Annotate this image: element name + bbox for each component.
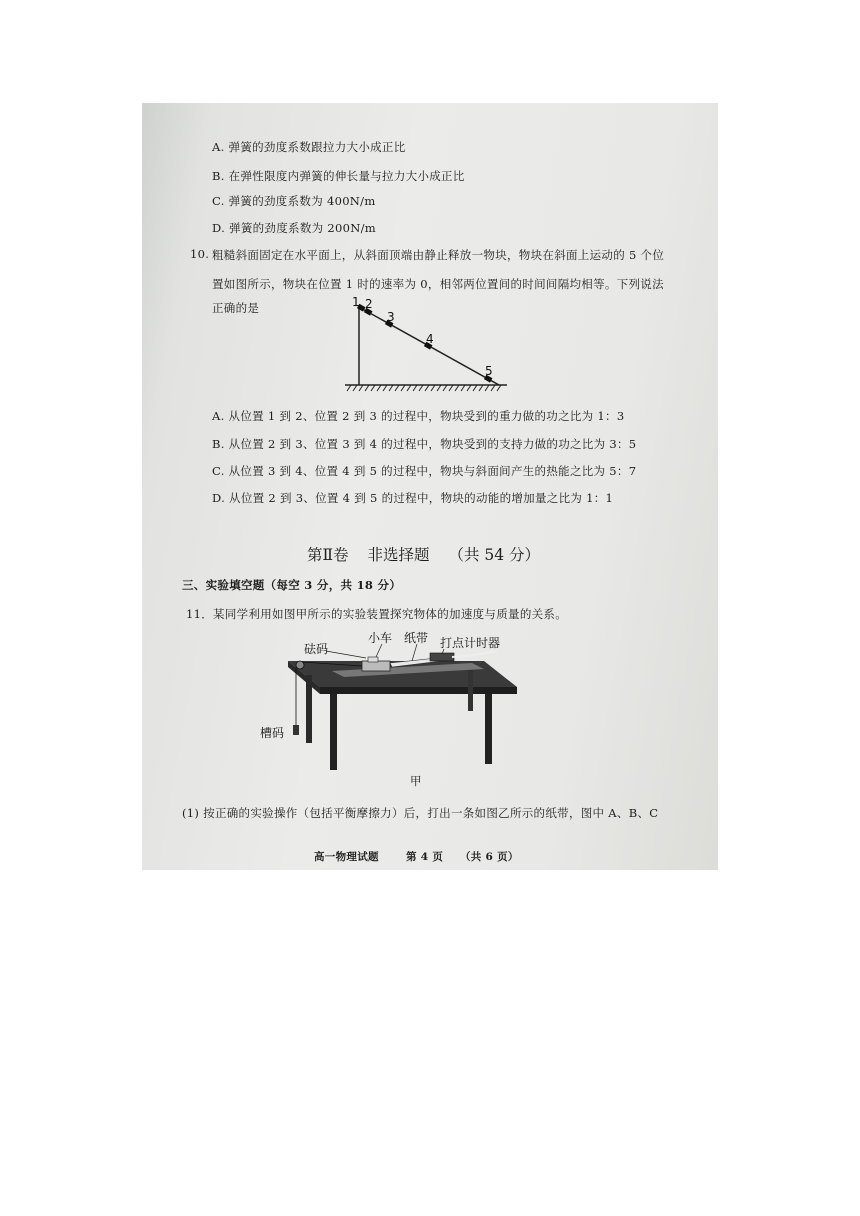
q11-stem: 11．某同学利用如图甲所示的实验装置探究物体的加速度与质量的关系。: [186, 607, 568, 621]
footer-subject: 高一物理试题: [314, 851, 379, 863]
q10-option-c: C. 从位置 3 到 4、位置 4 到 5 的过程中，物块与斜面间产生的热能之比为 5：7: [212, 464, 637, 478]
label-2: 2: [365, 297, 373, 311]
exam-page: [142, 103, 718, 870]
q9-option-d: D. 弹簧的劲度系数为 200N/m: [212, 221, 376, 235]
label-cart: 小车: [368, 631, 393, 645]
q10-number: 10.: [190, 247, 210, 261]
dot-timer: [430, 653, 454, 661]
q10-option-a: A. 从位置 1 到 2、位置 2 到 3 的过程中，物块受到的重力做的功之比为 1：3: [212, 409, 625, 423]
label-tape: 纸带: [404, 631, 429, 645]
section2-subtitle: 非选择题: [367, 546, 430, 564]
incline-diagram: [337, 291, 512, 399]
cart: [362, 661, 390, 671]
weights-on-cart: [368, 657, 378, 662]
section2-score: （共 54 分）: [448, 546, 541, 564]
label-weights: 砝码: [304, 642, 329, 656]
q9-option-a: A. 弹簧的劲度系数跟拉力大小成正比: [212, 140, 406, 154]
apparatus-diagram: [252, 627, 532, 777]
label-4: 4: [426, 332, 434, 346]
q9-option-b: B. 在弹性限度内弹簧的伸长量与拉力大小成正比: [212, 169, 465, 183]
q11-sub1: (1) 按正确的实验操作（包括平衡摩擦力）后，打出一条如图乙所示的纸带，图中 A、B、C: [182, 806, 659, 820]
label-5: 5: [485, 364, 493, 378]
section3-heading: 三、实验填空题（每空 3 分，共 18 分）: [182, 578, 402, 592]
hanger-weights: [293, 725, 299, 735]
q10-stem-line2: 置如图所示，物块在位置 1 时的速率为 0，相邻两位置间的时间间隔均相等。下列说法: [212, 277, 664, 291]
figure-caption: 甲: [410, 774, 422, 788]
q10-stem-line1: 粗糙斜面固定在水平面上，从斜面顶端由静止释放一物块，物块在斜面上运动的 5 个位: [212, 248, 665, 262]
footer-page: 第 4 页: [406, 851, 444, 863]
label-timer: 打点计时器: [440, 636, 501, 650]
section2-heading: [307, 543, 540, 565]
footer-total: （共 6 页）: [460, 851, 519, 863]
label-3: 3: [387, 310, 395, 324]
label-hanger: 槽码: [260, 726, 285, 740]
q10-option-b: B. 从位置 2 到 3、位置 3 到 4 的过程中，物块受到的支持力做的功之比为 3：5: [212, 437, 637, 451]
q10-stem-line3: 正确的是: [212, 301, 260, 315]
q9-option-c: C. 弹簧的劲度系数为 400N/m: [212, 194, 376, 208]
section2-title: 第Ⅱ卷: [307, 546, 349, 564]
q10-option-d: D. 从位置 2 到 3、位置 4 到 5 的过程中，物块的动能的增加量之比为 1：1: [212, 491, 614, 505]
label-1: 1: [352, 295, 360, 309]
